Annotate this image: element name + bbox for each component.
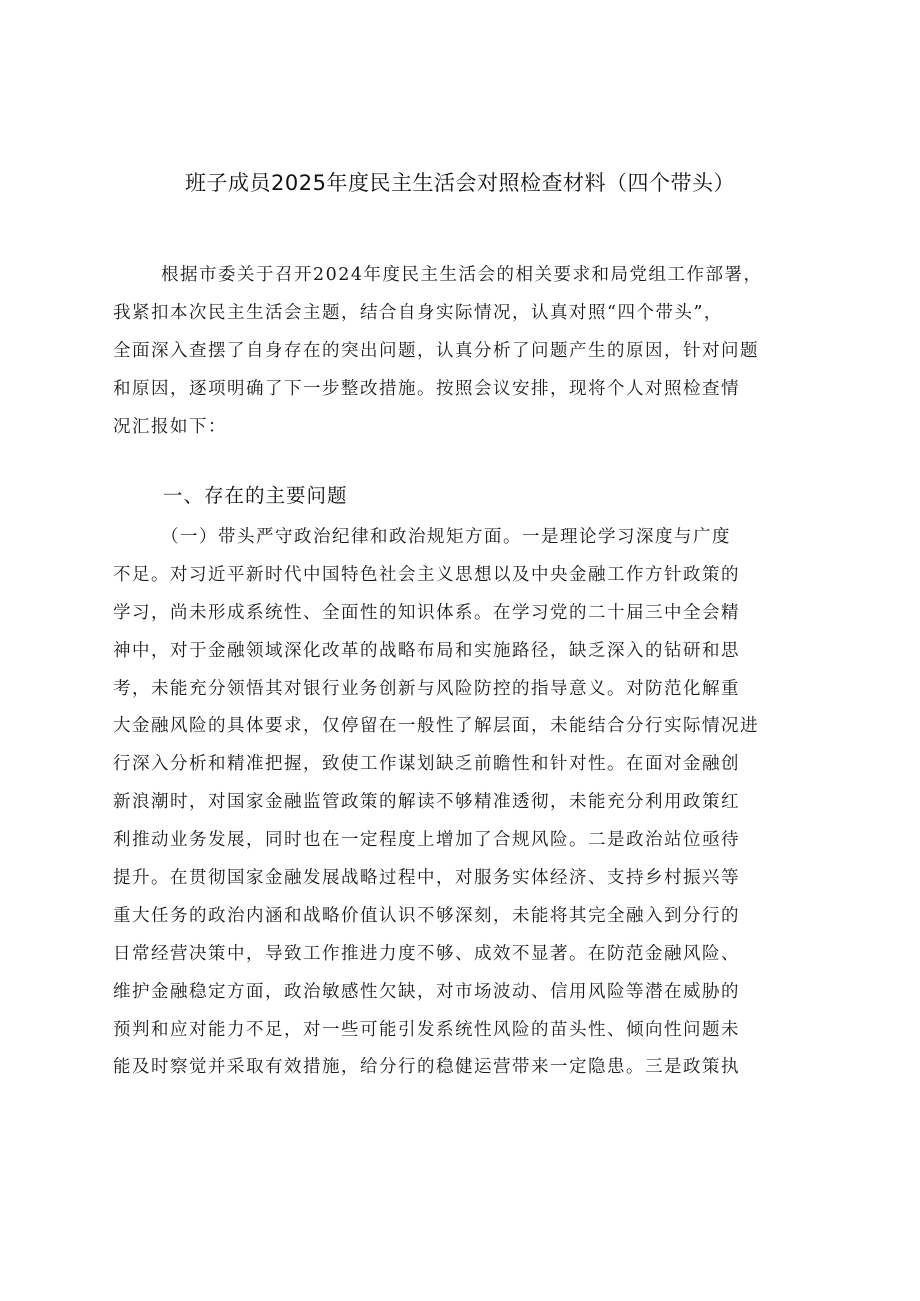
body-line: 学习，尚未形成系统性、全面性的知识体系。在学习党的二十届三中全会精 bbox=[113, 602, 740, 623]
body-line: 新浪潮时，对国家金融监管政策的解读不够精准透彻，未能充分利用政策红 bbox=[113, 792, 740, 813]
intro-line: 根据市委关于召开2024年度民主生活会的相关要求和局党组工作部署， bbox=[161, 265, 763, 285]
body-line: （一）带头严守政治纪律和政治规矩方面。一是理论学习深度与广度 bbox=[161, 527, 731, 547]
body-line: 重大任务的政治内涵和战略价值认识不够深刻，未能将其完全融入到分行的 bbox=[113, 905, 740, 926]
section-1-paragraph bbox=[113, 519, 838, 1087]
body-line: 神中，对于金融领域深化改革的战略布局和实施路径，缺乏深入的钻研和思 bbox=[113, 640, 740, 661]
intro-line: 和原因，逐项明确了下一步整改措施。按照会议安排，现将个人对照检查情 bbox=[113, 378, 740, 399]
intro-paragraph bbox=[113, 257, 838, 446]
body-line: 预判和应对能力不足，对一些可能引发系统性风险的苗头性、倾向性问题未 bbox=[113, 1019, 740, 1040]
body-line: 能及时察觉并采取有效措施，给分行的稳健运营带来一定隐患。三是政策执 bbox=[113, 1057, 740, 1078]
body-line: 利推动业务发展，同时也在一定程度上增加了合规风险。二是政治站位亟待 bbox=[113, 830, 740, 851]
intro-line: 全面深入查摆了自身存在的突出问题，认真分析了问题产生的原因，针对问题 bbox=[113, 340, 759, 361]
body-line: 不足。对习近平新时代中国特色社会主义思想以及中央金融工作方针政策的 bbox=[113, 564, 740, 585]
intro-line: 况汇报如下： bbox=[113, 416, 227, 437]
body-line: 提升。在贯彻国家金融发展战略过程中，对服务实体经济、支持乡村振兴等 bbox=[113, 868, 740, 889]
document-title: 班子成员2025年度民主生活会对照检查材料（四个带头） bbox=[185, 171, 735, 195]
body-line: 维护金融稳定方面，政治敏感性欠缺，对市场波动、信用风险等潜在威胁的 bbox=[113, 981, 740, 1002]
body-line: 日常经营决策中，导致工作推进力度不够、成效不显著。在防范金融风险、 bbox=[113, 943, 740, 964]
body-line: 大金融风险的具体要求，仅停留在一般性了解层面，未能结合分行实际情况进 bbox=[113, 716, 759, 737]
intro-line: 我紧扣本次民主生活会主题，结合自身实际情况，认真对照“四个带头”， bbox=[113, 302, 723, 323]
body-line: 行深入分析和精准把握，致使工作谋划缺乏前瞻性和针对性。在面对金融创 bbox=[113, 754, 740, 775]
body-line: 考，未能充分领悟其对银行业务创新与风险防控的指导意义。对防范化解重 bbox=[113, 678, 740, 699]
section-heading-problems: 一、存在的主要问题 bbox=[163, 484, 348, 507]
